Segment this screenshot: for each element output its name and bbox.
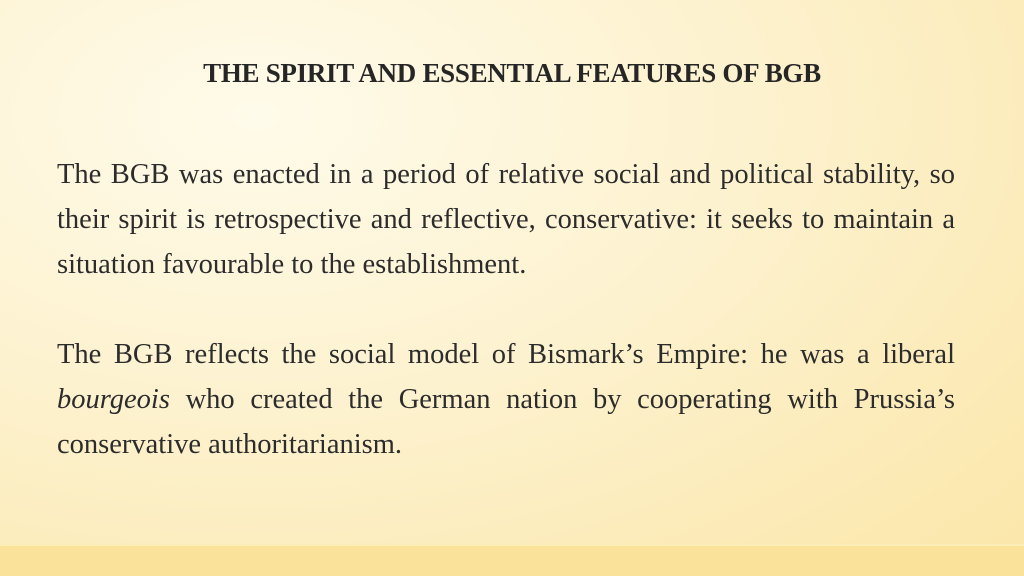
bottom-accent-band [0,546,1024,576]
paragraph-1: The BGB was enacted in a period of relative social and political stability, so their spirit is retrospective and reflective, conservative: it seeks to maintain a situation favourable to the establishment. [57,159,955,280]
paragraph-2-emphasis: bourgeois [57,384,170,415]
paragraph-2 [57,332,955,467]
slide-title: THE SPIRIT AND ESSENTIAL FEATURES OF BGB [203,58,821,88]
paragraph-2-text-before: The BGB reflects the social model of Bismark’s Empire: he was a liberal [57,339,955,370]
paragraph-2-text-after: who created the German nation by cooperating with Prussia’s conservative authoritarianism. [57,384,955,460]
slide-body [57,152,955,467]
